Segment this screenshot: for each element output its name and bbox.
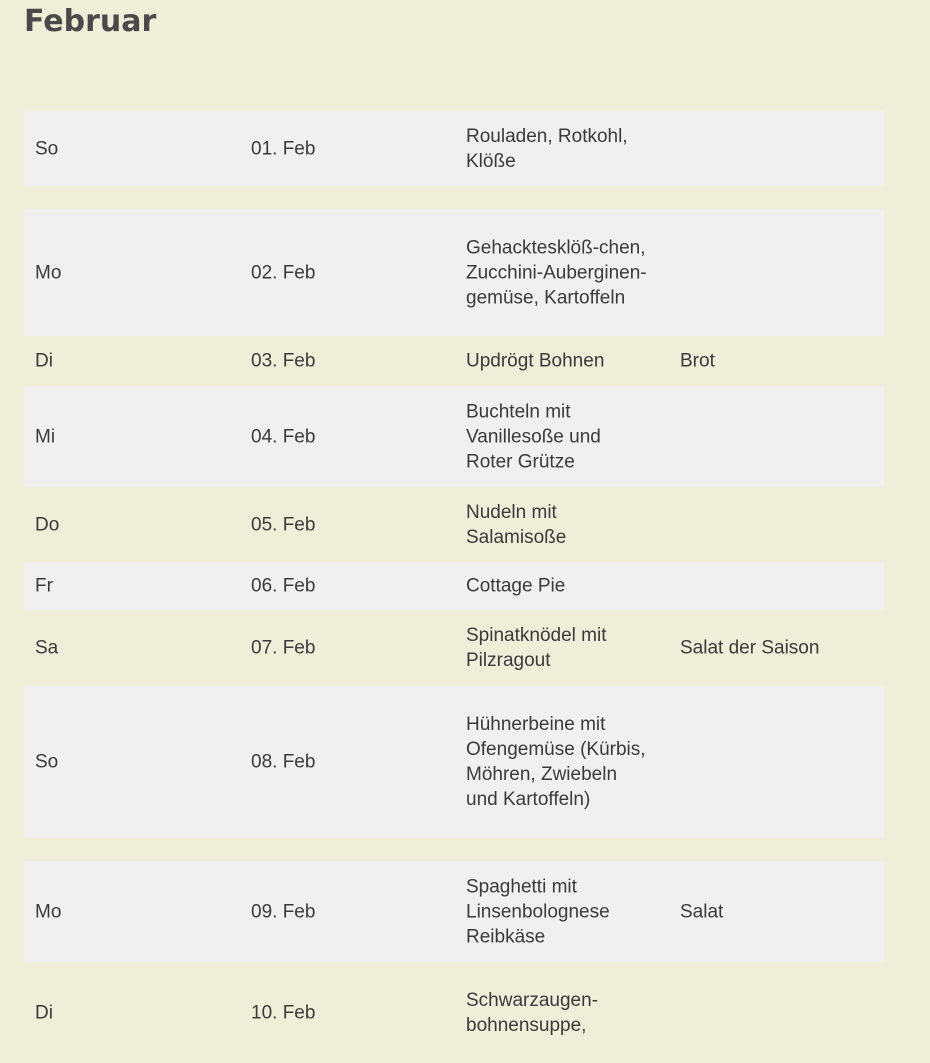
date-cell: 04. Feb [251, 426, 316, 447]
table-row [24, 209, 884, 336]
dish-cell: Updrögt Bohnen [466, 350, 605, 372]
page-title: Februar [24, 4, 157, 39]
week-separator [24, 186, 884, 209]
table-row [24, 861, 884, 962]
table-row [24, 111, 884, 186]
day-cell: So [35, 751, 59, 773]
week-separator [24, 838, 884, 861]
menu-table [24, 111, 884, 1063]
day-cell: Sa [35, 637, 59, 659]
table-row [24, 962, 884, 1063]
dish-cell: Spaghetti mit Linsenbolognese Reibkäse [466, 876, 610, 947]
table-row [24, 562, 884, 610]
dish-cell: Gehacktesklöß-chen, Zucchini-Auberginen-gemüse, Kartoffeln [466, 237, 647, 308]
day-cell: Mi [35, 426, 56, 447]
day-cell: Mo [35, 262, 62, 283]
table-row [24, 610, 884, 686]
day-cell: Do [35, 514, 60, 535]
dish-cell: Nudeln mit Salamisoße [466, 501, 567, 548]
dish-cell: Rouladen, Rotkohl, Klöße [466, 125, 628, 172]
table-row [24, 336, 884, 386]
table-row [24, 686, 884, 838]
day-cell: Mo [35, 901, 62, 922]
dish-cell: Buchteln mit Vanillesoße und Roter Grütze [466, 401, 601, 472]
day-cell: Fr [35, 575, 53, 597]
dish-cell: Hühnerbeine mit Ofengemüse (Kürbis, Möhren, Zwiebeln und Kartoffeln) [466, 714, 646, 810]
date-cell: 03. Feb [251, 350, 316, 372]
day-cell: Di [35, 1002, 53, 1023]
side-cell: Salat der Saison [680, 637, 820, 659]
date-cell: 08. Feb [251, 751, 316, 773]
side-cell: Salat [680, 901, 724, 922]
side-cell: Brot [680, 350, 715, 372]
date-cell: 07. Feb [251, 637, 316, 659]
day-cell: So [35, 138, 59, 159]
dish-cell: Schwarzaugen-bohnensuppe, [466, 989, 599, 1036]
date-cell: 09. Feb [251, 901, 316, 922]
date-cell: 10. Feb [251, 1002, 316, 1023]
day-cell: Di [35, 350, 53, 372]
date-cell: 01. Feb [251, 138, 316, 159]
date-cell: 06. Feb [251, 575, 316, 597]
date-cell: 05. Feb [251, 514, 316, 535]
dish-cell: Cottage Pie [466, 575, 566, 597]
table-row [24, 386, 884, 487]
table-row [24, 487, 884, 562]
dish-cell: Spinatknödel mit Pilzragout [466, 625, 607, 671]
date-cell: 02. Feb [251, 262, 316, 283]
